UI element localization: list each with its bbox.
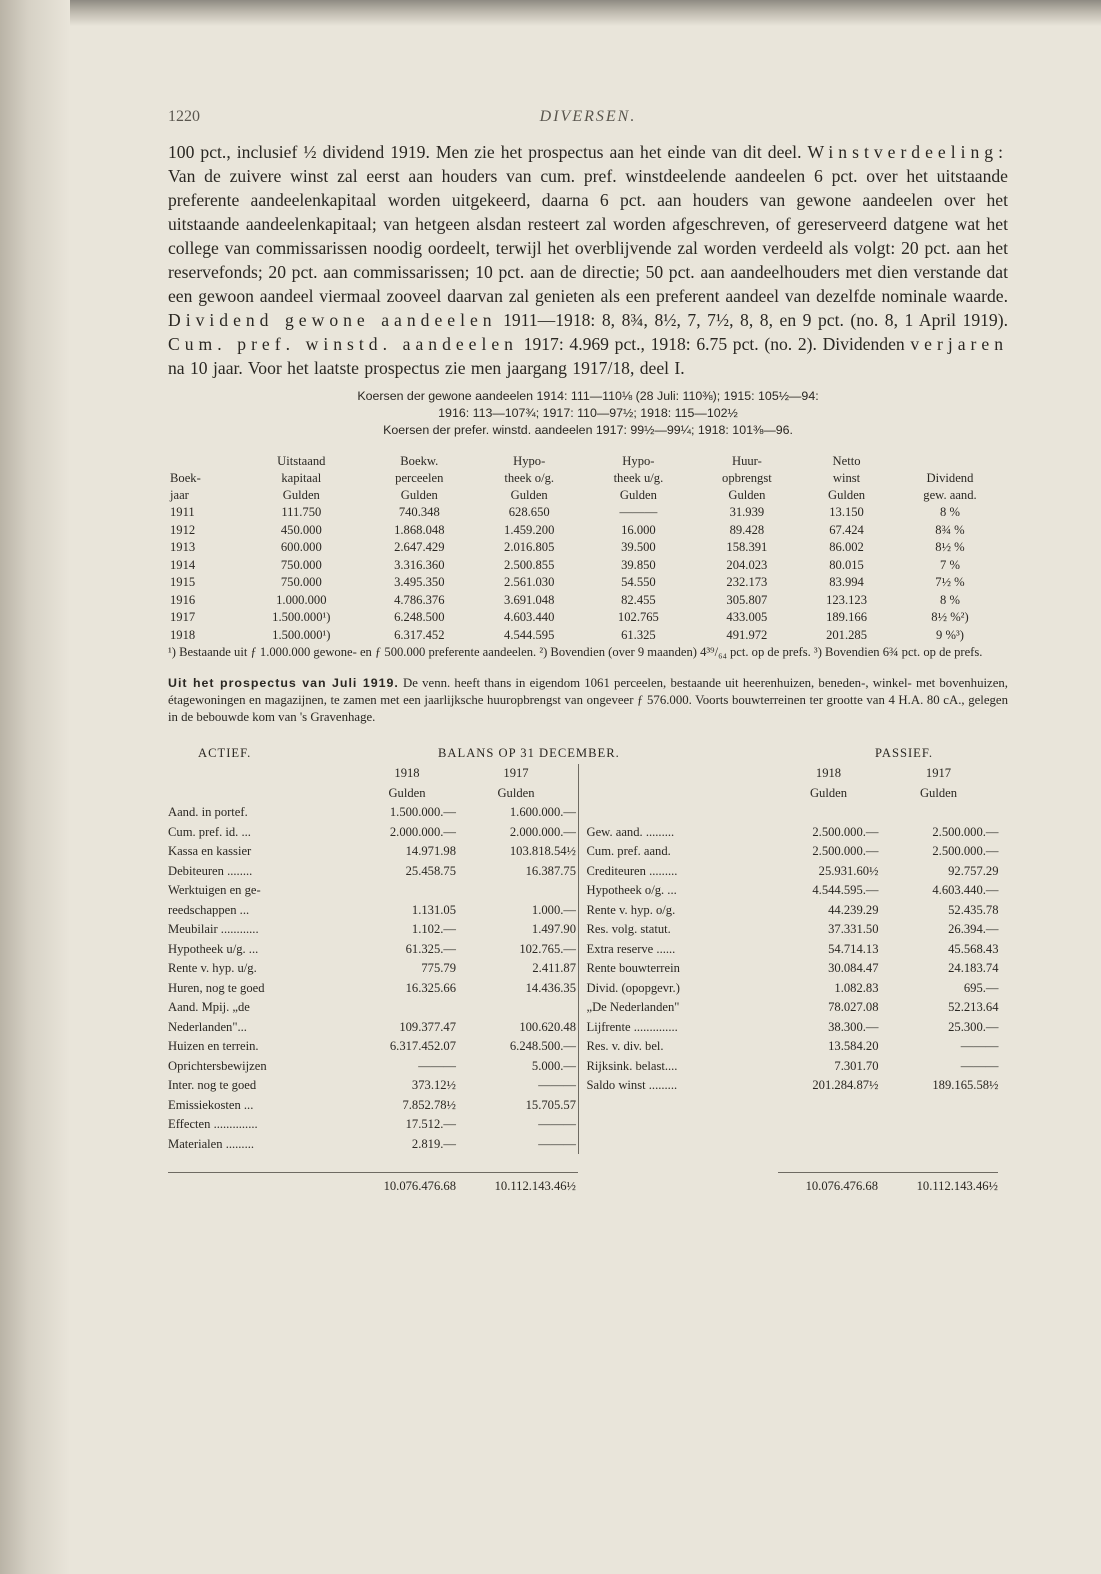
value-1918: 201.284.87½ [812, 1078, 879, 1092]
actief-row [168, 842, 578, 862]
unit-label: Gulden [497, 785, 535, 800]
total-1918: 10.076.476.68 [383, 1179, 456, 1193]
value-1918: 1.500.000.— [389, 805, 456, 819]
actief-side [168, 764, 579, 1154]
prospectus-text: De venn. heeft thans in eigendom 1061 perceelen, bestaande uit heerenhuizen, beneden-, winkel- met bovenhuizen, étagewoningen en magazijnen, te zamen met een jaarlijksche huuropbrengst van ongeveer ƒ 576.000. Voorts bouwterreinen ter grootte van 4 H.A. 80 cA., gelegen in de bebouwde kom van 's Gravenhage. [168, 676, 1008, 724]
passief-rows [587, 803, 1009, 1096]
dividend-table-head [168, 453, 1008, 504]
value-1918: 1.082.83 [834, 980, 879, 995]
value-1917 [879, 803, 999, 823]
table-cell: 2.500.855 [504, 557, 555, 572]
col-header: Boek- [170, 471, 201, 485]
table-cell: 80.015 [829, 557, 864, 572]
actief-row [168, 940, 578, 960]
table-cell: 750.000 [280, 575, 322, 589]
year-1917: 1917 [503, 766, 529, 780]
table-cell: 82.455 [621, 592, 656, 607]
table-cell: ——— [619, 505, 658, 519]
col-header: Dividend [926, 471, 974, 485]
table-cell: 1918 [170, 627, 196, 642]
intro-text-1: 100 pct., inclusief ½ dividend 1919. Men zie het prospectus aan het einde van dit deel. [168, 142, 802, 162]
year-1918: 1918 [394, 766, 420, 780]
value-1918: 25.931.60½ [818, 863, 879, 878]
value-1917: 2.500.000.— [932, 844, 999, 858]
table-row [168, 522, 1008, 540]
row-label: Rente v. hyp. u/g. [168, 961, 257, 975]
page-top-edge [0, 0, 1101, 26]
passief-row [587, 803, 1009, 823]
table-row [168, 574, 1008, 592]
value-1917: 102.765.— [519, 941, 576, 956]
table-cell: 491.972 [726, 627, 768, 642]
book-page [168, 100, 1008, 1194]
value-1918: 4.544.595.— [812, 883, 879, 897]
actief-row [168, 1096, 578, 1116]
balance-totals [168, 1172, 1008, 1194]
actief-row [168, 979, 578, 999]
value-1918 [779, 803, 879, 823]
actief-row [168, 901, 578, 921]
table-cell: 4.544.595 [504, 627, 555, 642]
passief-year-row [587, 764, 1009, 784]
value-1917: 4.603.440.— [932, 883, 999, 897]
value-1917: 92.757.29 [948, 863, 999, 878]
value-1918: 17.512.— [405, 1117, 456, 1131]
table-cell: 1915 [170, 575, 196, 589]
table-cell: 740.348 [398, 505, 440, 519]
passief-row [587, 920, 1009, 940]
table-cell: 305.807 [726, 592, 768, 607]
table-cell: 67.424 [829, 522, 864, 537]
col-header: kapitaal [281, 471, 322, 485]
value-1917: ——— [538, 1117, 576, 1131]
unit-label: Gulden [388, 785, 426, 800]
col-header: Netto [832, 454, 861, 468]
table-cell: 16.000 [621, 522, 656, 537]
table-cell: 2.647.429 [394, 540, 445, 554]
dividend-table-body [168, 504, 1008, 644]
col-header: winst [832, 471, 861, 485]
row-label: Aand. Mpij. „de [168, 1000, 250, 1014]
actief-row [168, 1115, 578, 1135]
intro-text-3: 1911—1918: 8, 8¾, 8½, 7, 7½, 8, 8, en 9 pct. (no. 8, 1 April 1919). [503, 310, 1008, 330]
value-1917: ——— [538, 1078, 576, 1092]
balance-title: BALANS OP 31 DECEMBER. [438, 746, 620, 760]
actief-rows [168, 803, 578, 1154]
row-label: Nederlanden"... [168, 1019, 247, 1034]
actief-totals [168, 1172, 578, 1194]
value-1917: 52.213.64 [948, 1000, 999, 1014]
actief-label: ACTIEF. [198, 746, 252, 760]
value-1918: 1.102.— [411, 922, 456, 936]
value-1918 [358, 881, 456, 901]
value-1917: 103.818.54½ [509, 844, 576, 858]
passief-row [587, 881, 1009, 901]
value-1918: 2.500.000.— [812, 824, 879, 839]
table-cell: 31.939 [729, 505, 765, 519]
table-cell: 8½ % [935, 540, 965, 554]
row-label: Kassa en kassier [168, 844, 252, 858]
value-1918: ——— [418, 1058, 456, 1073]
table-cell: 628.650 [508, 505, 550, 519]
total-1917: 10.112.143.46½ [916, 1179, 998, 1193]
col-header: jaar [170, 488, 189, 502]
row-label: Divid. (opopgevr.) [586, 980, 680, 995]
value-1918 [358, 998, 456, 1018]
table-row [168, 592, 1008, 610]
passief-row [587, 842, 1009, 862]
value-1918: 775.79 [421, 961, 456, 975]
table-cell: 1916 [170, 592, 196, 607]
value-1918: 2.000.000.— [389, 824, 456, 839]
col-header: Gulden [728, 488, 766, 502]
value-1917: ——— [960, 1039, 999, 1053]
table-cell: 450.000 [280, 522, 322, 537]
row-label: reedschappen ... [168, 902, 250, 917]
table-cell: 61.325 [621, 627, 656, 642]
row-label: „De Nederlanden" [586, 1000, 680, 1014]
value-1918: 38.300.— [828, 1019, 879, 1034]
koersen-block [168, 388, 1008, 439]
passief-row [587, 959, 1009, 979]
table-cell: 9 %³) [936, 627, 964, 642]
row-label: Hypotheek u/g. ... [168, 941, 259, 956]
value-1917 [456, 998, 576, 1018]
intro-text-5: na 10 jaar. Voor het laatste prospectus zie men jaargang 1917/18, deel I. [168, 358, 685, 378]
row-label: Oprichtersbewijzen [168, 1058, 267, 1073]
table-cell: 1911 [170, 505, 195, 519]
row-label: Gew. aand. ......... [586, 824, 675, 839]
value-1917: 25.300.— [948, 1019, 999, 1034]
table-cell: 4.786.376 [394, 592, 445, 607]
table-cell: 2.016.805 [504, 540, 555, 554]
table-row [168, 504, 1008, 522]
actief-row [168, 823, 578, 843]
table-cell: 7½ % [935, 575, 965, 589]
value-1918: 30.084.47 [828, 961, 879, 975]
value-1918: 2.819.— [411, 1136, 456, 1151]
col-header: Gulden [510, 488, 548, 502]
col-header: Boekw. [400, 454, 439, 468]
col-header: Uitstaand [277, 454, 326, 468]
value-1917: 24.183.74 [948, 961, 999, 975]
col-header [892, 453, 1008, 470]
running-title: DIVERSEN. [539, 108, 637, 125]
value-1918: 44.239.29 [828, 902, 879, 917]
actief-row [168, 1076, 578, 1096]
row-label [587, 803, 779, 823]
value-1917: 6.248.500.— [509, 1039, 576, 1053]
table-row [168, 627, 1008, 645]
col-header: Gulden [828, 488, 866, 502]
row-label: Meubilair ............ [168, 922, 259, 936]
table-cell: 8 % [940, 505, 960, 519]
table-cell: 7 % [940, 557, 960, 572]
table-cell: 1913 [170, 540, 196, 554]
passief-row [587, 823, 1009, 843]
table-cell: 1.000.000 [276, 592, 327, 607]
value-1917: 2.500.000.— [932, 824, 999, 839]
spaced-dividend-gewone: Dividend gewone aandeelen [168, 310, 497, 330]
binding-shadow [0, 0, 70, 1574]
col-header: Gulden [619, 488, 657, 502]
year-1918: 1918 [815, 766, 842, 780]
passief-row [587, 1018, 1009, 1038]
table-cell: 1.868.048 [394, 522, 445, 537]
row-label: Huizen en terrein. [168, 1039, 259, 1053]
row-label: Emissiekosten ... [168, 1097, 254, 1112]
intro-text-4: 1917: 4.969 pct., 1918: 6.75 pct. (no. 2). Dividenden [523, 334, 905, 354]
row-label: Lijfrente .............. [586, 1019, 678, 1034]
passief-row [587, 1076, 1009, 1096]
table-cell: 8¾ % [935, 522, 965, 537]
table-cell: 204.023 [726, 557, 768, 572]
actief-row [168, 881, 578, 901]
value-1917: 52.435.78 [948, 902, 999, 917]
row-label: Hypotheek o/g. ... [586, 883, 677, 897]
actief-row [168, 1135, 578, 1155]
actief-row [168, 1057, 578, 1077]
passief-row [587, 1037, 1009, 1057]
table-cell: 3.316.360 [394, 557, 445, 572]
table-row [168, 609, 1008, 627]
table-cell: 83.994 [829, 575, 864, 589]
value-1918: 37.331.50 [828, 922, 879, 936]
dividend-table [168, 453, 1008, 644]
row-label: Saldo winst ......... [586, 1078, 678, 1092]
passief-totals [578, 1172, 1008, 1194]
table-row [168, 539, 1008, 557]
value-1918: 7.301.70 [834, 1058, 879, 1073]
year-1917: 1917 [925, 766, 952, 780]
page-number: 1220 [168, 108, 200, 125]
table-cell: 1917 [170, 610, 196, 624]
col-header: Hypo- [622, 454, 655, 468]
passief-row [587, 862, 1009, 882]
row-label: Res. volg. statut. [586, 922, 671, 936]
row-label: Rijksink. belast.... [586, 1058, 678, 1073]
table-cell: 189.166 [826, 610, 867, 624]
table-cell: 89.428 [729, 522, 765, 537]
dividend-header-row-3 [168, 487, 1008, 504]
dividend-header-row-1 [168, 453, 1008, 470]
row-label: Rente v. hyp. o/g. [586, 902, 676, 917]
row-label: Werktuigen en ge- [168, 883, 261, 897]
row-label: Effecten .............. [168, 1117, 258, 1131]
row-label: Materialen ......... [168, 1136, 255, 1151]
table-cell: 2.561.030 [504, 575, 555, 589]
value-1918: 16.325.66 [405, 980, 456, 995]
row-label: Extra reserve ...... [586, 941, 676, 956]
passief-row [587, 998, 1009, 1018]
col-header: opbrengst [722, 471, 772, 485]
value-1918: 61.325.— [405, 941, 456, 956]
table-cell: 6.248.500 [394, 610, 445, 624]
actief-row [168, 1018, 578, 1038]
unit-label: Gulden [919, 785, 958, 800]
table-cell: 123.123 [826, 592, 867, 607]
spaced-winstverdeeling: Winstverdeeling: [807, 142, 1008, 162]
row-label: Res. v. div. bel. [586, 1039, 664, 1053]
table-cell: 1914 [170, 557, 196, 572]
value-1918: 13.584.20 [828, 1039, 879, 1053]
unit-label: Gulden [809, 785, 848, 800]
passief-side [579, 764, 1009, 1154]
table-cell: 1.500.000¹) [272, 610, 331, 624]
row-label: Rente bouwterrein [586, 961, 680, 975]
table-footnotes: ¹) Bestaande uit ƒ 1.000.000 gewone- en ƒ 500.000 preferente aandeelen. ²) Bovendien (over 9 maanden) 4³⁹/₆₄ pct. op de prefs. ³) Bovendien 6¾ pct. op de prefs. [168, 645, 983, 659]
total-1918: 10.076.476.68 [805, 1179, 878, 1193]
dividend-header-row-2 [168, 470, 1008, 487]
col-header: Hypo- [513, 454, 546, 468]
spaced-cum-pref: Cum. pref. winstd. aandeelen [168, 334, 518, 354]
table-cell: 158.391 [726, 540, 768, 554]
prospectus-paragraph [168, 675, 1008, 726]
actief-row [168, 959, 578, 979]
col-header: gew. aand. [923, 488, 977, 502]
value-1917: 1.000.— [531, 902, 576, 917]
table-cell: 86.002 [829, 540, 864, 554]
value-1917: 14.436.35 [525, 980, 576, 995]
koersen-line-1: Koersen der gewone aandeelen 1914: 111—110⅛ (28 Juli: 110⅜); 1915: 105½—94: [357, 389, 819, 403]
balance-sheet [168, 746, 1008, 1194]
passief-label: PASSIEF. [875, 746, 933, 760]
value-1917: ——— [960, 1058, 999, 1073]
table-cell: 39.500 [621, 540, 656, 554]
row-label: Inter. nog te goed [168, 1078, 257, 1092]
koersen-line-2: 1916: 113—107¾; 1917: 110—97½; 1918: 115—102½ [438, 406, 738, 420]
row-label: Aand. in portef. [168, 805, 248, 819]
row-label: Cum. pref. id. ... [168, 824, 251, 839]
table-cell: 4.603.440 [504, 610, 555, 624]
actief-row [168, 998, 578, 1018]
row-label: Cum. pref. aand. [586, 844, 671, 858]
value-1918: 7.852.78½ [402, 1097, 456, 1112]
table-cell: 3.691.048 [504, 592, 555, 607]
actief-unit-row [168, 784, 578, 804]
value-1917: 1.600.000.— [509, 805, 576, 819]
table-cell: 6.317.452 [394, 627, 445, 642]
prospectus-heading: Uit het prospectus van Juli 1919. [168, 676, 399, 690]
row-label: Crediteuren ......... [586, 863, 678, 878]
row-label: Debiteuren ........ [168, 863, 253, 878]
passief-row [587, 979, 1009, 999]
table-cell: 102.765 [617, 610, 659, 624]
value-1917: 100.620.48 [519, 1019, 576, 1034]
value-1918: 25.458.75 [405, 863, 456, 878]
passief-row [587, 901, 1009, 921]
intro-text-2: Van de zuivere winst zal eerst aan houders van cum. pref. winstdeelende aandeelen 6 pct. over het uitstaande preferente aandeelenkapitaal worden uitgekeerd, daarna 6 pct. aan houders van gewone aandeelen over het uitstaande aandeelenkapitaal; van hetgeen alsdan resteert zal worden afgeschreven, of gereserveerd datgene wat het college van commissarissen noodig oordeelt, terwijl het overblijvende zal worden verdeeld als volgt: 20 pct. aan het reservefonds; 20 pct. aan commissarissen; 10 pct. aan de directie; 50 pct. aan aandeelhouders met dien verstande dat een gewoon aandeel viermaal zooveel daarvan zal genieten als een preferent aandeel van dezelfde nominale waarde. [168, 166, 1008, 306]
table-cell: 750.000 [280, 557, 322, 572]
row-label: Huren, nog te goed [168, 980, 265, 995]
col-header: Gulden [282, 488, 320, 502]
passief-unit-row [587, 784, 1009, 804]
actief-row [168, 803, 578, 823]
table-cell: 8½ %²) [931, 610, 969, 624]
intro-paragraph [168, 140, 1008, 380]
table-cell: 433.005 [726, 610, 768, 624]
col-header: theek o/g. [504, 471, 555, 485]
value-1917: 2.411.87 [532, 961, 576, 975]
table-cell: 1.459.200 [504, 522, 555, 537]
table-cell: 111.750 [281, 505, 322, 519]
passief-row [587, 940, 1009, 960]
table-cell: 8 % [940, 592, 960, 607]
value-1918: 1.131.05 [411, 902, 456, 917]
value-1918: 54.714.13 [828, 941, 879, 956]
actief-row [168, 1037, 578, 1057]
col-header: perceelen [395, 471, 444, 485]
total-1917: 10.112.143.46½ [494, 1179, 576, 1193]
col-header: theek u/g. [613, 471, 664, 485]
value-1917: 189.165.58½ [932, 1078, 999, 1092]
table-cell: 3.495.350 [394, 575, 445, 589]
value-1917: 15.705.57 [525, 1097, 576, 1112]
value-1918: 2.500.000.— [812, 844, 879, 858]
spaced-verjaren: verjaren [910, 334, 1008, 354]
col-header: Gulden [400, 488, 438, 502]
value-1917 [456, 881, 576, 901]
table-cell: 201.285 [826, 627, 867, 642]
value-1917: 695.— [963, 980, 999, 995]
table-row [168, 557, 1008, 575]
actief-row [168, 920, 578, 940]
col-header: Huur- [731, 454, 762, 468]
running-head [168, 100, 1008, 140]
table-cell: 13.150 [829, 505, 864, 519]
value-1917: 5.000.— [531, 1058, 576, 1073]
table-cell: 600.000 [280, 540, 322, 554]
value-1917: 26.394.— [948, 922, 999, 936]
value-1918: 78.027.08 [828, 1000, 879, 1014]
value-1917: 45.568.43 [948, 941, 999, 956]
value-1918: 6.317.452.07 [389, 1039, 456, 1053]
col-header [168, 453, 238, 470]
table-cell: 1912 [170, 522, 196, 537]
value-1918: 373.12½ [411, 1078, 456, 1092]
value-1917: ——— [538, 1136, 576, 1151]
actief-row [168, 862, 578, 882]
table-cell: 54.550 [621, 575, 656, 589]
table-cell: 1.500.000¹) [272, 627, 331, 642]
table-cell: 232.173 [726, 575, 768, 589]
value-1918: 109.377.47 [399, 1019, 456, 1034]
passief-row [587, 1057, 1009, 1077]
value-1917: 2.000.000.— [509, 824, 576, 839]
value-1917: 1.497.90 [531, 922, 576, 936]
value-1918: 14.971.98 [405, 844, 456, 858]
table-cell: 39.850 [621, 557, 656, 572]
balance-headings [168, 746, 1008, 764]
koersen-line-3: Koersen der prefer. winstd. aandeelen 1917: 99½—99¼; 1918: 101⅜—96. [383, 423, 793, 437]
actief-year-row [168, 764, 578, 784]
value-1917: 16.387.75 [525, 863, 576, 878]
balance-columns [168, 764, 1008, 1154]
